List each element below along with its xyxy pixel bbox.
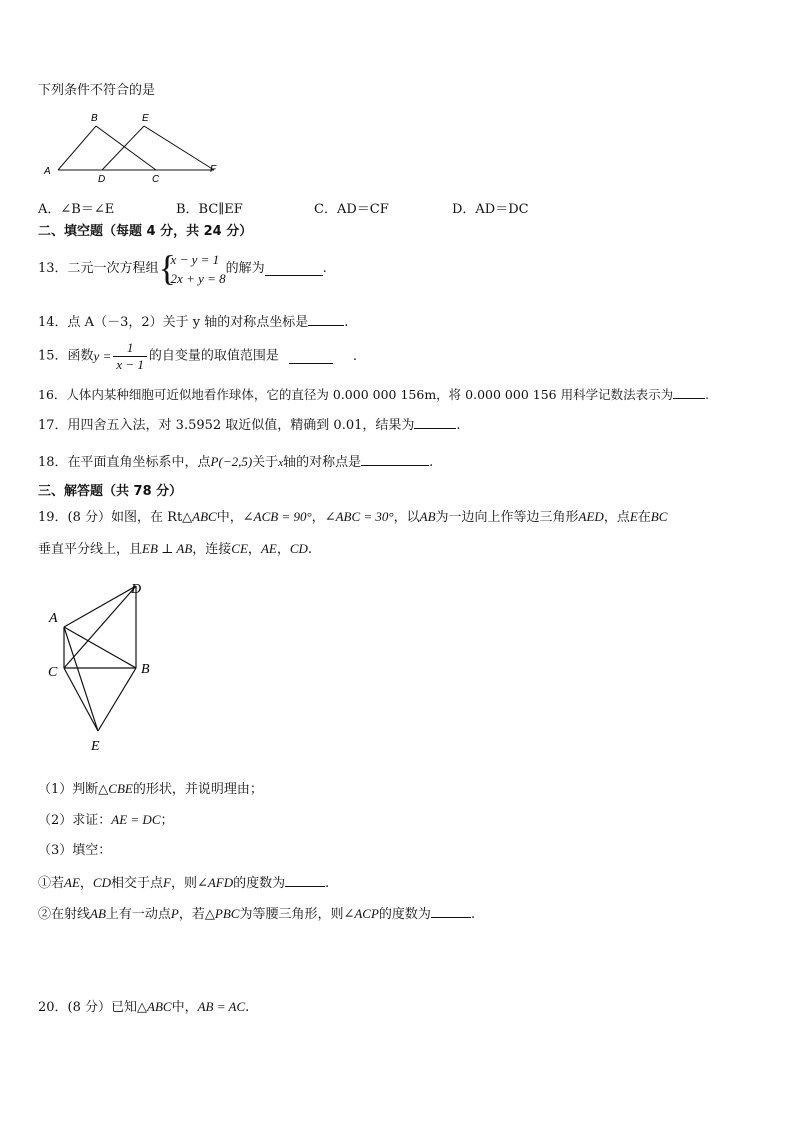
q15 — [38, 340, 357, 380]
q15-numerator: 1 — [113, 340, 147, 357]
q19-math: F — [163, 875, 171, 890]
q19-text: 相交于点 — [110, 876, 163, 891]
q19-part3: （3）填空： — [38, 843, 112, 858]
section3-title: 三、解答题（共 78 分） — [38, 484, 183, 499]
q19-text: 为一边向上作等边三角形 — [435, 510, 579, 525]
q15-suffix: 的自变量的取值范围是 — [148, 348, 279, 364]
q19-line1 — [38, 508, 667, 527]
label-C: C — [152, 174, 160, 185]
q19-text: ， — [247, 542, 261, 557]
q15-end: . — [352, 348, 358, 364]
q19-figure — [40, 578, 170, 753]
segment-CD — [64, 586, 136, 668]
q19-math: CE — [231, 541, 248, 556]
q19-math: E — [629, 509, 638, 524]
q16-text: 16．人体内某种细胞可近似地看作球体，它的直径为 0.000 000 156m，将 0.000 000 156 用科学记数法表示为 — [38, 387, 674, 402]
q17-end: . — [456, 418, 461, 433]
q19-text: ，点 — [603, 510, 630, 525]
label-E: E — [91, 739, 100, 753]
q18-end: . — [429, 455, 434, 470]
q18-prefix: 18．在平面直角坐标系中，点 — [38, 455, 211, 470]
q19-text: 19．(8 分）如图，在 Rt — [38, 510, 183, 525]
segment-BE — [98, 668, 136, 731]
segment-DE — [102, 126, 144, 170]
q19-text: 的形状，并说明理由； — [132, 782, 263, 797]
q19-text: 的度数为 — [233, 876, 286, 891]
label-D: D — [131, 582, 142, 597]
q13-eq1: x − y = 1 — [170, 252, 220, 267]
q19-text: 上有一动点 — [105, 907, 171, 922]
q19-part1 — [38, 780, 263, 799]
label-A: A — [49, 611, 58, 626]
segment-AB — [58, 126, 96, 170]
q19-math: BC — [650, 509, 668, 524]
q20-text: . — [245, 1000, 250, 1015]
label-C: C — [48, 665, 58, 680]
q19-text: ，以 — [393, 510, 420, 525]
q13-suffix: 的解为 — [225, 261, 265, 276]
q18-point: P(−2,5) — [210, 454, 253, 469]
q19-math: CD — [289, 541, 308, 556]
q19-math: ∠ACB = 90° — [242, 509, 312, 524]
q19-text: ； — [160, 813, 174, 828]
q15-answer-blank[interactable] — [289, 350, 333, 364]
q12-option-b[interactable]: B．BC∥EF — [176, 202, 243, 217]
q12-stem: 下列条件不符合的是 — [38, 83, 156, 98]
q19-text: 的度数为 — [378, 907, 431, 922]
q15-func-lhs: y = — [93, 348, 112, 364]
label-E: E — [142, 113, 149, 124]
label-B: B — [91, 113, 98, 124]
q19-text: ，则 — [170, 876, 197, 891]
q19-text: ①若 — [38, 876, 65, 891]
segment-BC — [96, 126, 156, 170]
q19-text: ，若 — [178, 907, 205, 922]
q19-math: ∠AFD — [196, 875, 234, 890]
q19-text: ， — [311, 510, 325, 525]
q19-part3-1 — [38, 873, 329, 893]
q19-3-1-answer-blank[interactable] — [285, 873, 325, 887]
q19-text: 在 — [637, 510, 651, 525]
q19-part2 — [38, 811, 174, 830]
q12-option-a[interactable]: A．∠B＝∠E — [38, 202, 115, 217]
q19-text: ， — [276, 542, 290, 557]
q19-line2 — [38, 540, 312, 559]
q19-text: ，连接 — [192, 542, 232, 557]
q12-option-c[interactable]: C．AD＝CF — [314, 202, 389, 217]
q15-prefix: 15．函数 — [38, 348, 94, 364]
q20 — [38, 998, 249, 1017]
q19-text: . — [325, 876, 330, 891]
q19-math: △PBC — [204, 906, 240, 921]
q14 — [38, 312, 348, 332]
q19-math: AE — [64, 875, 80, 890]
label-B: B — [141, 662, 150, 677]
q19-text: . — [470, 907, 476, 922]
q20-math: AB = AC — [197, 999, 246, 1014]
q18-axis: x — [278, 457, 284, 469]
q19-text: （2）求证： — [38, 813, 112, 828]
q19-math: P — [170, 906, 179, 921]
q14-text: 14．点 A（－3，2）关于 y 轴的对称点坐标是 — [38, 315, 309, 330]
label-A: A — [44, 166, 51, 177]
q19-math: △ABC — [182, 509, 217, 524]
segment-EF — [144, 126, 214, 170]
q15-denominator: x − 1 — [116, 357, 144, 372]
q16-end: . — [705, 387, 710, 402]
q13-equation-system: { x − y = 1 2x + y = 8 — [158, 248, 226, 288]
q19-text: 垂直平分线上，且 — [38, 542, 143, 557]
q19-math: △CBE — [98, 781, 133, 796]
q20-text: 中， — [171, 1000, 198, 1015]
q19-math: EB ⊥ AB — [142, 541, 193, 556]
q13-answer-blank[interactable] — [265, 262, 323, 276]
q20-text: 20．(8 分）已知 — [38, 1000, 138, 1015]
q19-math: AE — [260, 541, 277, 556]
q19-text: . — [307, 542, 313, 557]
q13-prefix: 13．二元一次方程组 — [38, 261, 159, 276]
q18-mid: 关于 — [252, 455, 279, 470]
q19-math: AE = DC — [111, 812, 161, 827]
q12-option-d[interactable]: D．AD＝DC — [452, 202, 529, 217]
q19-text: ②在射线 — [38, 907, 91, 922]
q13-eq2: 2x + y = 8 — [170, 271, 226, 286]
q19-math: AED — [578, 509, 604, 524]
q16-answer-blank[interactable] — [673, 385, 705, 399]
q19-text: （1）判断 — [38, 782, 99, 797]
q19-math: ∠ABC = 30° — [324, 509, 394, 524]
q18 — [38, 452, 433, 472]
q17-answer-blank[interactable] — [414, 415, 456, 429]
q13 — [38, 250, 327, 294]
q19-text: ， — [79, 876, 93, 891]
q19-part3-2 — [38, 904, 475, 924]
q15-fraction — [113, 340, 147, 373]
q19-3-2-answer-blank[interactable] — [431, 904, 471, 918]
q13-end: . — [322, 261, 327, 276]
q17 — [38, 415, 461, 435]
q14-end: . — [344, 315, 349, 330]
segment-AE — [64, 627, 98, 731]
label-D: D — [98, 174, 106, 185]
q19-math: CD — [92, 875, 111, 890]
q18-answer-blank[interactable] — [361, 452, 429, 466]
q12-figure — [38, 108, 228, 188]
segment-AD — [64, 586, 136, 627]
q19-text: 中， — [216, 510, 243, 525]
q20-math: △ABC — [137, 999, 172, 1014]
q16 — [38, 385, 709, 404]
q17-text: 17．用四舍五入法，对 3.5952 取近似值，精确到 0.01，结果为 — [38, 418, 415, 433]
label-F: F — [210, 164, 217, 175]
q14-answer-blank[interactable] — [308, 312, 344, 326]
q19-text: 为等腰三角形，则 — [239, 907, 344, 922]
q19-math: ∠ACP — [343, 906, 379, 921]
section2-title: 二、填空题（每题 4 分，共 24 分） — [38, 224, 253, 239]
q19-math: AB — [90, 906, 106, 921]
q19-math: AB — [419, 509, 436, 524]
q18-suffix: 轴的对称点是 — [283, 455, 362, 470]
